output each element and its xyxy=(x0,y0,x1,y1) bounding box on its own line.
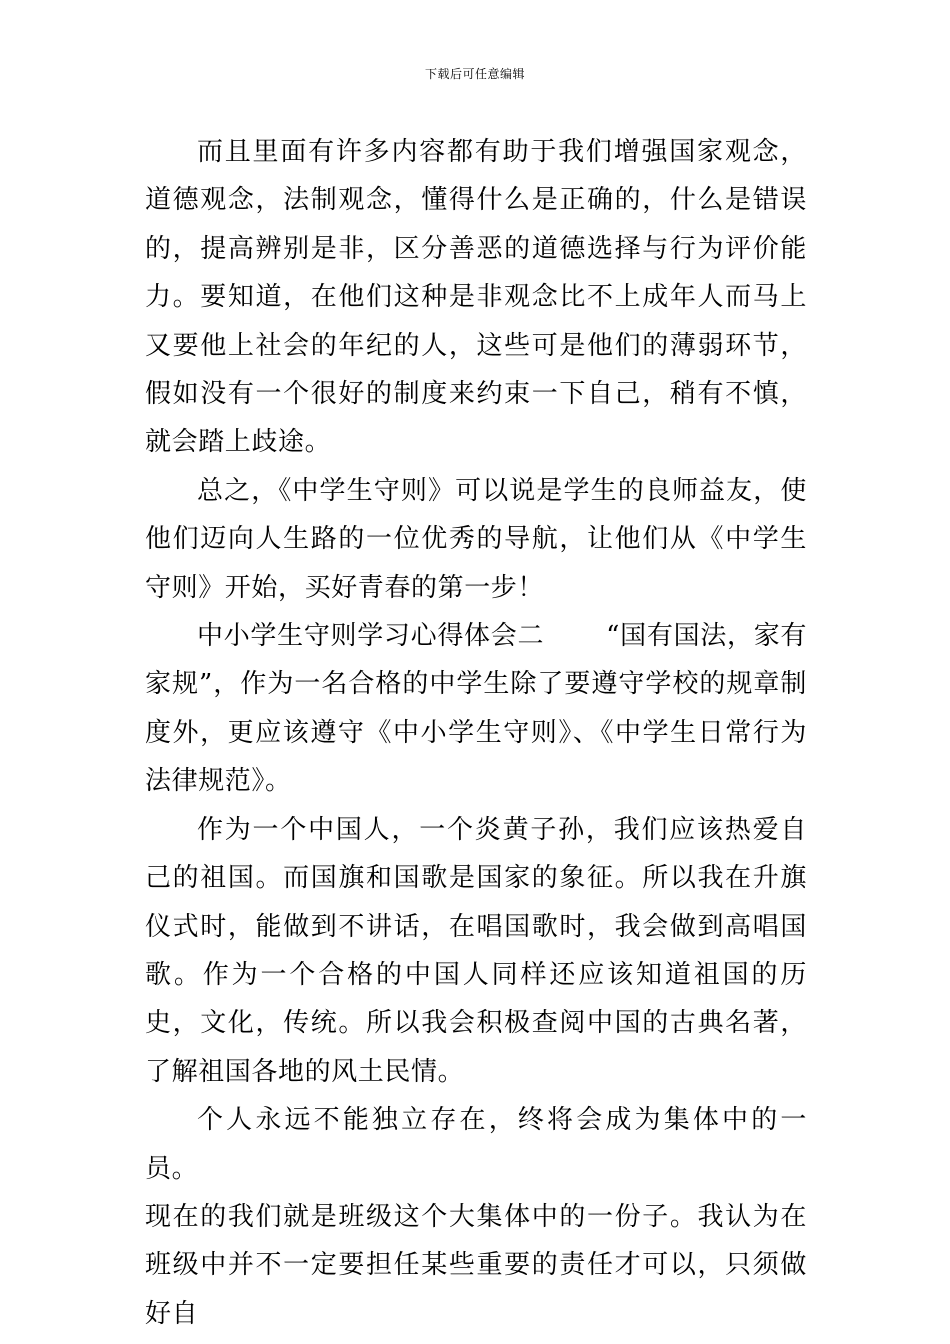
paragraph-5: 个人永远不能独立存在，终将会成为集体中的一员。 xyxy=(145,1105,807,1184)
paragraph-4: 作为一个中国人，一个炎黄子孙，我们应该热爱自己的祖国。而国旗和国歌是国家的象征。所以我在升旗仪式时，能做到不讲话，在唱国歌时，我会做到高唱国歌。作为一个合格的中国人同样还应该知道祖国的历史，文化，传统。所以我会积极查阅中国的古典名著，了解祖国各地的风土民情。 xyxy=(145,814,807,1087)
page-header-note: 下载后可任意编辑 xyxy=(424,67,525,81)
paragraph-2: 总之，《中学生守则》可以说是学生的良师益友，使他们迈向人生路的一位优秀的导航，让他们从《中学生守则》开始，买好青春的第一步！ xyxy=(145,475,807,603)
paragraph-3-text: “国有国法，家有家规”，作为一名合格的中学生除了要遵守学校的规章制度外，更应该遵守《中小学生守则》、《中学生日常行为法律规范》。 xyxy=(145,621,807,797)
section-heading: 中小学生守则学习心得体会二 xyxy=(197,621,545,652)
paragraph-1: 而且里面有许多内容都有助于我们增强国家观念，道德观念，法制观念，懂得什么是正确的，什么是错误的，提高辨别是非，区分善恶的道德选择与行为评价能力。要知道，在他们这种是非观念比不上成年人而马上又要他上社会的年纪的人，这些可是他们的薄弱环节，假如没有一个很好的制度来约束一下自己，稍有不慎，就会踏上歧途。 xyxy=(145,137,807,458)
document-body xyxy=(145,128,807,1338)
paragraph-6: 现在的我们就是班级这个大集体中的一份子。我认为在班级中并不一定要担任某些重要的责任才可以，只须做好自 xyxy=(145,1201,807,1329)
paragraph-3 xyxy=(145,612,807,806)
